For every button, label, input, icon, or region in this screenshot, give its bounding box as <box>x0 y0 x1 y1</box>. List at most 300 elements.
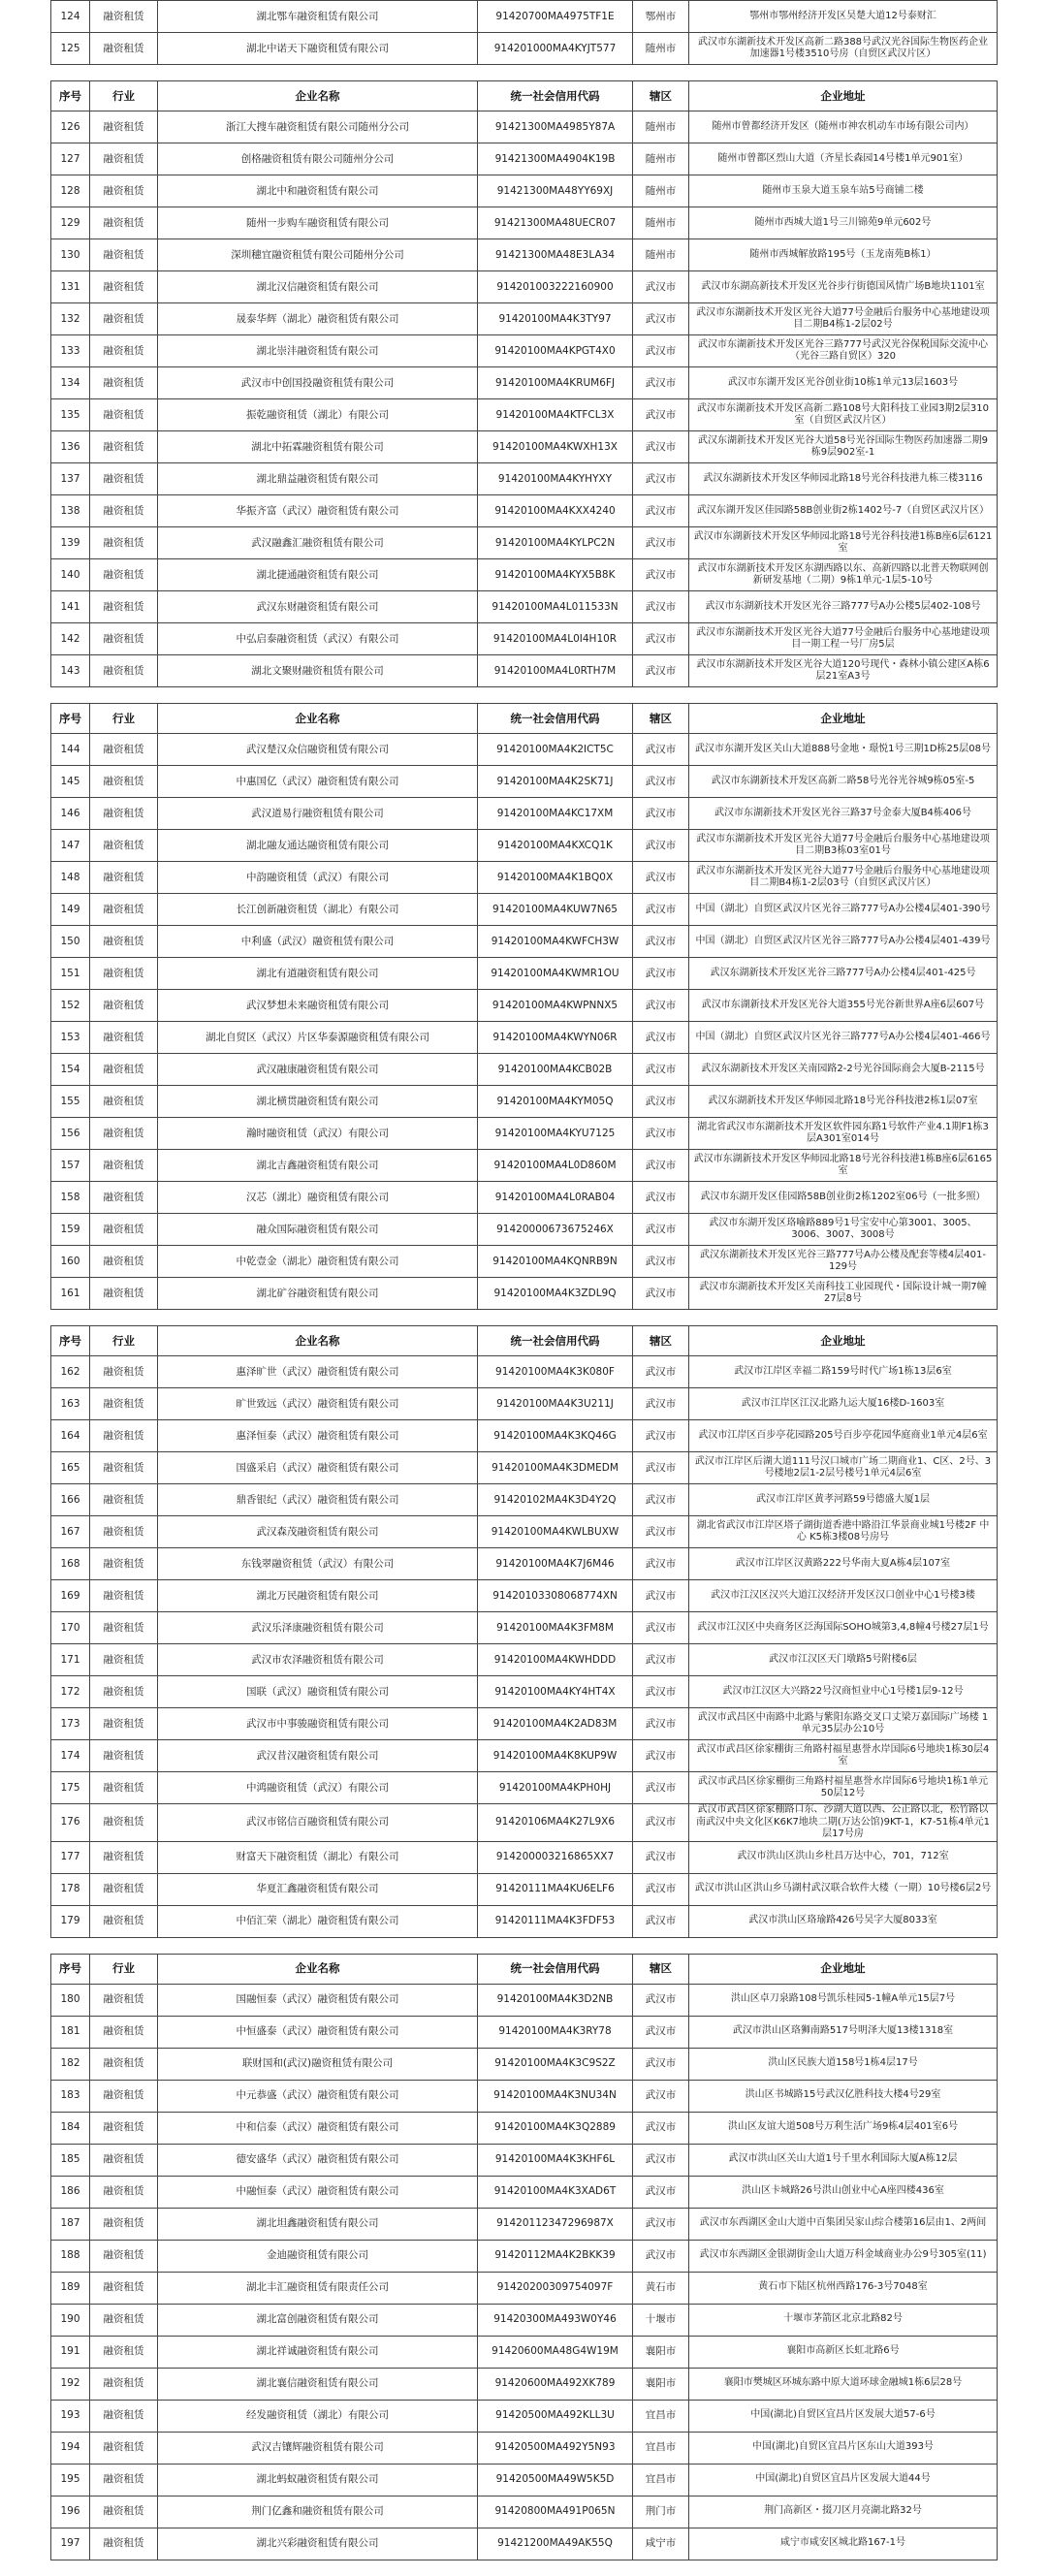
cell-serial-no: 162 <box>51 1356 90 1388</box>
cell-district: 武汉市 <box>633 1356 689 1388</box>
cell-credit-code: 91421300MA48UECR07 <box>478 207 633 239</box>
cell-address: 武汉东湖新技术开发区华师园北路18号光谷科技港2栋1层07室 <box>689 1086 998 1118</box>
cell-industry: 融资租赁 <box>90 990 158 1022</box>
cell-serial-no: 191 <box>51 2336 90 2368</box>
cell-industry: 融资租赁 <box>90 175 158 207</box>
cell-industry: 融资租赁 <box>90 1 158 33</box>
cell-credit-code: 91420700MA4975TF1E <box>478 1 633 33</box>
cell-credit-code: 91420100MA4K2SK71J <box>478 766 633 798</box>
cell-company-name: 中恒盛泰（武汉）融资租赁有限公司 <box>158 2016 478 2048</box>
cell-address: 武汉市江汉区天门墩路5号附楼6层 <box>689 1644 998 1676</box>
table-row <box>51 990 998 1022</box>
cell-credit-code: 91420112347296987X <box>478 2208 633 2240</box>
cell-company-name: 旷世致远（武汉）融资租赁有限公司 <box>158 1388 478 1420</box>
cell-company-name: 中融恒泰（武汉）融资租赁有限公司 <box>158 2176 478 2208</box>
cell-company-name: 湖北自贸区（武汉）片区华泰源融资租赁有限公司 <box>158 1022 478 1054</box>
cell-credit-code: 91420102MA4K3D4Y2Q <box>478 1484 633 1516</box>
table-header-row <box>51 1954 998 1984</box>
cell-industry: 融资租赁 <box>90 1356 158 1388</box>
cell-address: 武汉市武昌区徐家棚路口东、沙湖大道以西、公正路以北，松竹路以南武汉中央文化区K6K7地块二期(万达公馆)9KT-1，K7-51栋4单元1层17号房 <box>689 1804 998 1842</box>
cell-company-name: 融众国际融资租赁有限公司 <box>158 1214 478 1246</box>
cell-company-name: 长江创新融资租赁（湖北）有限公司 <box>158 894 478 926</box>
table-row <box>51 2080 998 2112</box>
header-serial-no: 序号 <box>51 1326 90 1356</box>
cell-address: 武汉市洪山区洪山乡杜昌万达中心，701，712室 <box>689 1841 998 1873</box>
cell-company-name: 武汉吉镶辉融资租赁有限公司 <box>158 2432 478 2464</box>
cell-credit-code: 91421300MA48E3LA34 <box>478 239 633 271</box>
cell-industry: 融资租赁 <box>90 2048 158 2080</box>
cell-address: 随州市西城大道1号三川锦苑9单元602号 <box>689 207 998 239</box>
cell-district: 随州市 <box>633 143 689 175</box>
table-row <box>51 1150 998 1182</box>
cell-industry: 融资租赁 <box>90 2176 158 2208</box>
header-district: 辖区 <box>633 704 689 734</box>
cell-credit-code: 91420100MA4KUW7N65 <box>478 894 633 926</box>
cell-serial-no: 189 <box>51 2272 90 2304</box>
table-row <box>51 2368 998 2400</box>
cell-credit-code: 91421300MA4985Y87A <box>478 111 633 143</box>
cell-district: 武汉市 <box>633 591 689 623</box>
cell-serial-no: 176 <box>51 1804 90 1842</box>
cell-serial-no: 194 <box>51 2432 90 2464</box>
cell-address: 武汉市江岸区汉黄路222号华南大夏A栋4层107室 <box>689 1548 998 1580</box>
cell-district: 荆门市 <box>633 2496 689 2528</box>
cell-credit-code: 91420100MA4KYLPC2N <box>478 527 633 559</box>
cell-industry: 融资租赁 <box>90 766 158 798</box>
cell-address: 武汉市东湖新技术开发区光谷大道77号金融后台服务中心基地建设项目一期工程一号厂房5层 <box>689 623 998 655</box>
cell-district: 宜昌市 <box>633 2432 689 2464</box>
cell-company-name: 湖北中诺天下融资租赁有限公司 <box>158 33 478 65</box>
cell-serial-no: 133 <box>51 335 90 367</box>
table-row <box>51 1 998 33</box>
cell-company-name: 湖北崇沣融资租赁有限公司 <box>158 335 478 367</box>
cell-industry: 融资租赁 <box>90 1580 158 1612</box>
cell-district: 武汉市 <box>633 1246 689 1278</box>
table-row <box>51 1873 998 1905</box>
cell-industry: 融资租赁 <box>90 1388 158 1420</box>
table-row <box>51 207 998 239</box>
cell-credit-code: 91421300MA4904K19B <box>478 143 633 175</box>
cell-address: 武汉市东湖新技术开发区光谷大道355号光谷新世界A座6层607号 <box>689 990 998 1022</box>
enterprise-table <box>50 703 998 1310</box>
cell-district: 武汉市 <box>633 495 689 527</box>
cell-address: 武汉市江汉区汉兴大道江汉经济开发区汉口创业中心1号楼3楼 <box>689 1580 998 1612</box>
cell-company-name: 经发融资租赁（湖北）有限公司 <box>158 2400 478 2432</box>
cell-industry: 融资租赁 <box>90 591 158 623</box>
cell-serial-no: 127 <box>51 143 90 175</box>
cell-industry: 融资租赁 <box>90 1420 158 1452</box>
header-district: 辖区 <box>633 1954 689 1984</box>
cell-district: 武汉市 <box>633 1772 689 1804</box>
cell-address: 武汉市武昌区徐家棚街三角路村福星惠誉水岸国际6号地块1栋1单元50层12号 <box>689 1772 998 1804</box>
cell-serial-no: 160 <box>51 1246 90 1278</box>
cell-company-name: 武汉市铭信百融资租赁有限公司 <box>158 1804 478 1842</box>
cell-address: 武汉东湖新技术开发区光谷三路777号A办公楼及配套等楼4层401-129号 <box>689 1246 998 1278</box>
cell-address: 荆门高新区・掇刀区月亮湖北路32号 <box>689 2496 998 2528</box>
cell-address: 武汉市东西湖区金山大道中百集团吴家山综合楼第16层由1、2两间 <box>689 2208 998 2240</box>
cell-credit-code: 91420100MA4L0RTH7M <box>478 655 633 687</box>
cell-serial-no: 137 <box>51 463 90 495</box>
table-row <box>51 399 998 431</box>
cell-district: 武汉市 <box>633 335 689 367</box>
cell-district: 随州市 <box>633 111 689 143</box>
cell-address: 中国（湖北）自贸区武汉片区光谷三路777号A办公楼4层401-439号 <box>689 926 998 958</box>
cell-district: 随州市 <box>633 33 689 65</box>
table-row <box>51 1676 998 1708</box>
cell-serial-no: 170 <box>51 1612 90 1644</box>
cell-serial-no: 161 <box>51 1278 90 1310</box>
cell-company-name: 武汉市中事骏融资租赁有限公司 <box>158 1708 478 1740</box>
cell-credit-code: 91420100MA4KTFCL3X <box>478 399 633 431</box>
cell-district: 黄石市 <box>633 2272 689 2304</box>
cell-credit-code: 91420100MA4L0D860M <box>478 1150 633 1182</box>
cell-address: 武汉市东西湖区金银湖街金山大道万科金域商业办公9号305室(11) <box>689 2240 998 2272</box>
table-row <box>51 2176 998 2208</box>
cell-serial-no: 149 <box>51 894 90 926</box>
cell-address: 洪山区民族大道158号1栋4层17号 <box>689 2048 998 2080</box>
cell-serial-no: 163 <box>51 1388 90 1420</box>
cell-company-name: 武汉东财融资租赁有限公司 <box>158 591 478 623</box>
cell-credit-code: 914200003216865XX7 <box>478 1841 633 1873</box>
table-row <box>51 1580 998 1612</box>
cell-industry: 融资租赁 <box>90 495 158 527</box>
table-row <box>51 1452 998 1484</box>
table-row <box>51 1740 998 1772</box>
table-row <box>51 1420 998 1452</box>
table-row <box>51 1214 998 1246</box>
table-row <box>51 1246 998 1278</box>
cell-serial-no: 153 <box>51 1022 90 1054</box>
cell-company-name: 湖北襄信融资租赁有限公司 <box>158 2368 478 2400</box>
cell-district: 武汉市 <box>633 830 689 862</box>
cell-address: 洪山区卓刀泉路108号凯乐桂园5-1幢A单元15层7号 <box>689 1984 998 2016</box>
header-serial-no: 序号 <box>51 704 90 734</box>
header-address: 企业地址 <box>689 81 998 111</box>
table-row <box>51 2496 998 2528</box>
cell-credit-code: 91420100MA4K3C9S2Z <box>478 2048 633 2080</box>
cell-address: 武汉东湖新技术开发区关南园路2-2号光谷国际商会大厦B-2115号 <box>689 1054 998 1086</box>
cell-district: 武汉市 <box>633 559 689 591</box>
cell-credit-code: 91421200MA49AK55Q <box>478 2528 633 2560</box>
cell-company-name: 湖北丰汇融资租赁有限责任公司 <box>158 2272 478 2304</box>
cell-credit-code: 91420100MA4K7J6M46 <box>478 1548 633 1580</box>
cell-serial-no: 145 <box>51 766 90 798</box>
table-row <box>51 335 998 367</box>
cell-credit-code: 91420100MA4K1BQ0X <box>478 862 633 894</box>
cell-credit-code: 91420300MA493W0Y46 <box>478 2304 633 2336</box>
cell-serial-no: 132 <box>51 303 90 335</box>
cell-industry: 融资租赁 <box>90 1873 158 1905</box>
cell-company-name: 湖北兴彩融资租赁有限公司 <box>158 2528 478 2560</box>
cell-credit-code: 91420100MA4KYX5B8K <box>478 559 633 591</box>
cell-serial-no: 157 <box>51 1150 90 1182</box>
cell-industry: 融资租赁 <box>90 1182 158 1214</box>
cell-company-name: 深圳穗宜融资租赁有限公司随州分公司 <box>158 239 478 271</box>
cell-credit-code: 91420100MA4KWMR1OU <box>478 958 633 990</box>
table-row <box>51 766 998 798</box>
table-row <box>51 1516 998 1548</box>
header-credit-code: 统一社会信用代码 <box>478 1954 633 1984</box>
cell-district: 武汉市 <box>633 1804 689 1842</box>
cell-credit-code: 91420100MA4KYM05Q <box>478 1086 633 1118</box>
cell-district: 武汉市 <box>633 1118 689 1150</box>
cell-industry: 融资租赁 <box>90 1278 158 1310</box>
cell-company-name: 随州一步购车融资租赁有限公司 <box>158 207 478 239</box>
cell-company-name: 武汉梦想未来融资租赁有限公司 <box>158 990 478 1022</box>
cell-district: 武汉市 <box>633 2208 689 2240</box>
table-block <box>50 1954 997 2560</box>
cell-company-name: 晟泰华辉（湖北）融资租赁有限公司 <box>158 303 478 335</box>
cell-address: 武汉市东湖新技术开发区光谷大道120号现代・森林小镇公建区A栋6层21室A3号 <box>689 655 998 687</box>
cell-company-name: 湖北横贯融资租赁有限公司 <box>158 1086 478 1118</box>
cell-industry: 融资租赁 <box>90 2112 158 2144</box>
cell-serial-no: 197 <box>51 2528 90 2560</box>
cell-credit-code: 91420100MA4KWYN06R <box>478 1022 633 1054</box>
table-row <box>51 175 998 207</box>
cell-serial-no: 178 <box>51 1873 90 1905</box>
table-row <box>51 1388 998 1420</box>
table-row <box>51 2144 998 2176</box>
cell-industry: 融资租赁 <box>90 1086 158 1118</box>
cell-credit-code: 91420100MA4L0RAB04 <box>478 1182 633 1214</box>
cell-company-name: 华振齐富（武汉）融资租赁有限公司 <box>158 495 478 527</box>
cell-company-name: 湖北中拓霖融资租赁有限公司 <box>158 431 478 463</box>
cell-serial-no: 126 <box>51 111 90 143</box>
cell-district: 武汉市 <box>633 2048 689 2080</box>
cell-industry: 融资租赁 <box>90 2144 158 2176</box>
cell-district: 武汉市 <box>633 798 689 830</box>
table-row <box>51 1708 998 1740</box>
cell-credit-code: 91420100MA4K3D2NB <box>478 1984 633 2016</box>
table-row <box>51 2112 998 2144</box>
cell-serial-no: 146 <box>51 798 90 830</box>
table-row <box>51 2304 998 2336</box>
cell-serial-no: 166 <box>51 1484 90 1516</box>
cell-company-name: 创格融资租赁有限公司随州分公司 <box>158 143 478 175</box>
cell-industry: 融资租赁 <box>90 207 158 239</box>
table-row <box>51 559 998 591</box>
cell-serial-no: 151 <box>51 958 90 990</box>
cell-address: 鄂州市鄂州经济开发区吴楚大道12号泰财汇 <box>689 1 998 33</box>
cell-credit-code: 91420100MA4KWPNNX5 <box>478 990 633 1022</box>
cell-serial-no: 184 <box>51 2112 90 2144</box>
cell-address: 武汉市东湖开发区珞喻路889号1号宝安中心第3001、3005、3006、3007、3008号 <box>689 1214 998 1246</box>
table-row <box>51 830 998 862</box>
document-page <box>50 0 997 2560</box>
cell-company-name: 中鸿融资租赁（武汉）有限公司 <box>158 1772 478 1804</box>
cell-district: 武汉市 <box>633 1086 689 1118</box>
cell-credit-code: 91420100MA4KYHYXY <box>478 463 633 495</box>
cell-serial-no: 147 <box>51 830 90 862</box>
cell-industry: 融资租赁 <box>90 894 158 926</box>
cell-serial-no: 196 <box>51 2496 90 2528</box>
header-address: 企业地址 <box>689 704 998 734</box>
cell-industry: 融资租赁 <box>90 1246 158 1278</box>
table-row <box>51 495 998 527</box>
cell-address: 武汉市东湖开发区光谷创业街10栋1单元13层1603号 <box>689 367 998 399</box>
cell-address: 武汉市江岸区后湖大道111号汉口城市广场二期商业1、C区、2号、3号楼地2层1-2层号楼号1单元4层6室 <box>689 1452 998 1484</box>
cell-address: 武汉市东湖高新技术开发区光谷步行街德国风情广场B地块1101室 <box>689 271 998 303</box>
table-header-row <box>51 704 998 734</box>
cell-address: 武汉市东湖新技术开发区光谷大道77号金融后台服务中心基地建设项目二期B4栋1-2层02号 <box>689 303 998 335</box>
cell-district: 武汉市 <box>633 1580 689 1612</box>
table-row <box>51 655 998 687</box>
cell-company-name: 湖北吉鑫融资租赁有限公司 <box>158 1150 478 1182</box>
table-row <box>51 527 998 559</box>
cell-serial-no: 141 <box>51 591 90 623</box>
cell-company-name: 武汉楚汉众信融资租赁有限公司 <box>158 734 478 766</box>
cell-credit-code: 91420100MA4KWFCH3W <box>478 926 633 958</box>
table-row <box>51 1118 998 1150</box>
cell-district: 武汉市 <box>633 2080 689 2112</box>
cell-address: 武汉东湖新技术开发区华师园北路18号光谷科技港九栋三楼3116 <box>689 463 998 495</box>
cell-industry: 融资租赁 <box>90 33 158 65</box>
cell-industry: 融资租赁 <box>90 271 158 303</box>
table-row <box>51 2240 998 2272</box>
cell-serial-no: 148 <box>51 862 90 894</box>
cell-credit-code: 91420100MA4L011533N <box>478 591 633 623</box>
cell-serial-no: 129 <box>51 207 90 239</box>
cell-company-name: 金迪融资租赁有限公司 <box>158 2240 478 2272</box>
cell-district: 武汉市 <box>633 1708 689 1740</box>
cell-credit-code: 91420100MA4K3KHF6L <box>478 2144 633 2176</box>
cell-serial-no: 139 <box>51 527 90 559</box>
cell-company-name: 武汉市农泽融资租赁有限公司 <box>158 1644 478 1676</box>
cell-address: 武汉市东湖新技术开发区高新二路388号武汉光谷国际生物医药企业加速器1号楼3510号房（自贸区武汉片区） <box>689 33 998 65</box>
enterprise-table <box>50 1954 998 2560</box>
cell-district: 武汉市 <box>633 1984 689 2016</box>
cell-industry: 融资租赁 <box>90 2272 158 2304</box>
cell-district: 武汉市 <box>633 1905 689 1937</box>
cell-address: 武汉市东湖新技术开发区光谷三路37号金泰大厦B4栋406号 <box>689 798 998 830</box>
cell-credit-code: 91420100MA4K3Q2889 <box>478 2112 633 2144</box>
cell-serial-no: 144 <box>51 734 90 766</box>
cell-industry: 融资租赁 <box>90 367 158 399</box>
cell-address: 武汉市江岸区黄孝河路59号德盛大厦1层 <box>689 1484 998 1516</box>
cell-company-name: 汉芯（湖北）融资租赁有限公司 <box>158 1182 478 1214</box>
cell-address: 武汉市洪山区珞狮南路517号明泽大厦13楼1318室 <box>689 2016 998 2048</box>
cell-company-name: 浙江大搜车融资租赁有限公司随州分公司 <box>158 111 478 143</box>
cell-address: 武汉东湖开发区佳园路58B创业街2栋1402号-7（自贸区武汉片区） <box>689 495 998 527</box>
cell-address: 武汉市江汉区大兴路22号汉商恒业中心1号楼1层9-12号 <box>689 1676 998 1708</box>
cell-credit-code: 91420100MA4KY4HT4X <box>478 1676 633 1708</box>
cell-credit-code: 91420100MA4KWXH13X <box>478 431 633 463</box>
cell-credit-code: 91420111MA4K3FDF53 <box>478 1905 633 1937</box>
cell-district: 武汉市 <box>633 958 689 990</box>
cell-industry: 融资租赁 <box>90 830 158 862</box>
enterprise-table <box>50 80 998 687</box>
cell-credit-code: 91420100MA4K3RY78 <box>478 2016 633 2048</box>
cell-district: 武汉市 <box>633 271 689 303</box>
table-row <box>51 1022 998 1054</box>
cell-credit-code: 914201000MA4KYJT577 <box>478 33 633 65</box>
cell-industry: 融资租赁 <box>90 527 158 559</box>
cell-company-name: 湖北文聚财融资租赁有限公司 <box>158 655 478 687</box>
cell-address: 武汉市洪山区关山大道1号千里水利国际大厦A栋12层 <box>689 2144 998 2176</box>
table-header-row <box>51 81 998 111</box>
table-row <box>51 143 998 175</box>
table-row <box>51 862 998 894</box>
cell-industry: 融资租赁 <box>90 111 158 143</box>
table-row <box>51 894 998 926</box>
cell-address: 洪山区书城路15号武汉亿胜科技大楼4号29室 <box>689 2080 998 2112</box>
cell-serial-no: 187 <box>51 2208 90 2240</box>
cell-credit-code: 91420100MA4KYU7125 <box>478 1118 633 1150</box>
cell-district: 武汉市 <box>633 1740 689 1772</box>
cell-district: 武汉市 <box>633 1873 689 1905</box>
cell-industry: 融资租赁 <box>90 2016 158 2048</box>
cell-address: 十堰市茅箭区北京北路82号 <box>689 2304 998 2336</box>
cell-serial-no: 164 <box>51 1420 90 1452</box>
table-row <box>51 1984 998 2016</box>
cell-district: 武汉市 <box>633 1182 689 1214</box>
cell-district: 武汉市 <box>633 655 689 687</box>
cell-company-name: 东钱翠融资租赁（武汉）有限公司 <box>158 1548 478 1580</box>
enterprise-table <box>50 0 998 65</box>
header-industry: 行业 <box>90 1326 158 1356</box>
cell-company-name: 湖北融友通达融资租赁有限公司 <box>158 830 478 862</box>
cell-company-name: 湖北中和融资租赁有限公司 <box>158 175 478 207</box>
table-row <box>51 1484 998 1516</box>
cell-district: 襄阳市 <box>633 2336 689 2368</box>
cell-company-name: 湖北鼎益融资租赁有限公司 <box>158 463 478 495</box>
cell-industry: 融资租赁 <box>90 2208 158 2240</box>
cell-industry: 融资租赁 <box>90 1708 158 1740</box>
cell-credit-code: 91420100MA4K3U211J <box>478 1388 633 1420</box>
cell-serial-no: 183 <box>51 2080 90 2112</box>
cell-address: 武汉市东湖新技术开发区光谷三路777号武汉光谷保税国际交流中心（光谷三路自贸区）320 <box>689 335 998 367</box>
cell-serial-no: 142 <box>51 623 90 655</box>
cell-serial-no: 180 <box>51 1984 90 2016</box>
cell-industry: 融资租赁 <box>90 1054 158 1086</box>
table-row <box>51 2016 998 2048</box>
cell-serial-no: 175 <box>51 1772 90 1804</box>
cell-address: 中国(湖北)自贸区宜昌片区发展大道57-6号 <box>689 2400 998 2432</box>
cell-industry: 融资租赁 <box>90 1484 158 1516</box>
cell-address: 武汉东湖新技术开发区光谷三路777号A办公楼4层401-425号 <box>689 958 998 990</box>
cell-credit-code: 91420100MA4K3FM8M <box>478 1612 633 1644</box>
cell-industry: 融资租赁 <box>90 1740 158 1772</box>
table-row <box>51 798 998 830</box>
cell-credit-code: 91420100MA4KXX4240 <box>478 495 633 527</box>
cell-serial-no: 159 <box>51 1214 90 1246</box>
cell-district: 武汉市 <box>633 926 689 958</box>
header-industry: 行业 <box>90 81 158 111</box>
cell-credit-code: 91420100MA4K8KUP9W <box>478 1740 633 1772</box>
cell-serial-no: 150 <box>51 926 90 958</box>
cell-company-name: 湖北鄂车融资租赁有限公司 <box>158 1 478 33</box>
header-industry: 行业 <box>90 1954 158 1984</box>
cell-address: 武汉市东湖新技术开发区高新二路58号光谷光谷城9栋05室-5 <box>689 766 998 798</box>
cell-industry: 融资租赁 <box>90 798 158 830</box>
cell-company-name: 中惠国亿（武汉）融资租赁有限公司 <box>158 766 478 798</box>
cell-credit-code: 91420500MA492Y5N93 <box>478 2432 633 2464</box>
cell-industry: 融资租赁 <box>90 958 158 990</box>
cell-address: 中国（湖北）自贸区武汉片区光谷三路777号A办公楼4层401-390号 <box>689 894 998 926</box>
cell-address: 中国(湖北)自贸区宜昌片区东山大道393号 <box>689 2432 998 2464</box>
cell-address: 武汉市江岸区百步亭花园路205号百步亭花园华庭商业1单元4层6室 <box>689 1420 998 1452</box>
cell-district: 武汉市 <box>633 1676 689 1708</box>
cell-serial-no: 173 <box>51 1708 90 1740</box>
cell-address: 洪山区卡城路26号洪山创业中心A座四楼436室 <box>689 2176 998 2208</box>
cell-industry: 融资租赁 <box>90 143 158 175</box>
cell-industry: 融资租赁 <box>90 335 158 367</box>
cell-company-name: 武汉乐泽康融资租赁有限公司 <box>158 1612 478 1644</box>
table-row <box>51 239 998 271</box>
cell-industry: 融资租赁 <box>90 1676 158 1708</box>
cell-industry: 融资租赁 <box>90 926 158 958</box>
cell-district: 随州市 <box>633 239 689 271</box>
